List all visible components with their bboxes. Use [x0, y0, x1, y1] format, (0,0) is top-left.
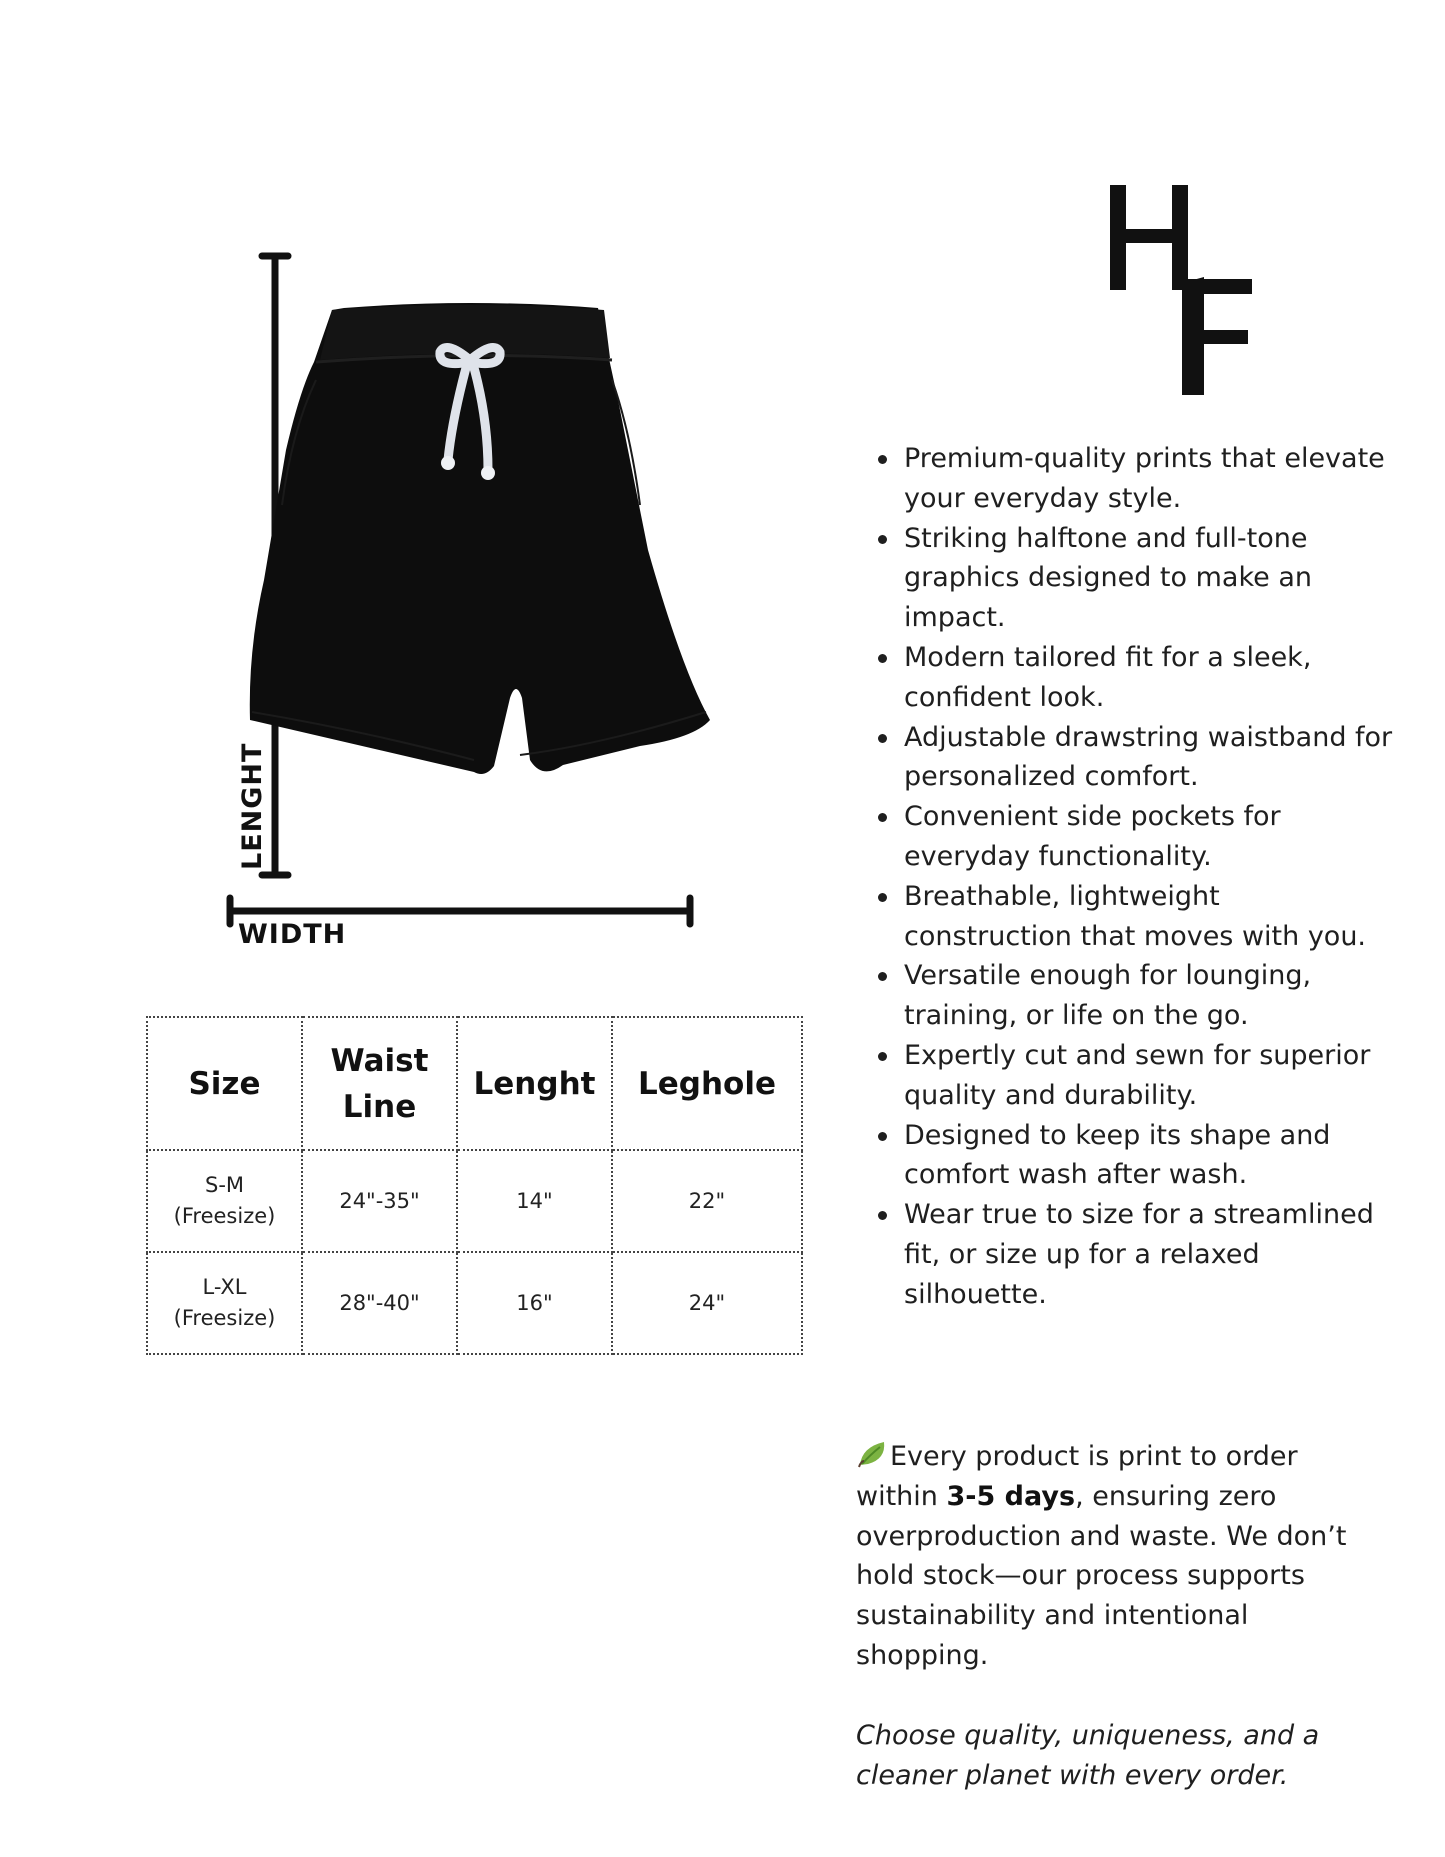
cell-leghole: 22"	[612, 1150, 802, 1252]
note-turnaround: 3-5 days	[946, 1480, 1076, 1512]
note-text-end: , ensuring zero overproduction and waste. We don’t hold stock—our process supports sustainability and intentional shopping.	[856, 1480, 1347, 1671]
cell-waist: 24"-35"	[302, 1150, 457, 1252]
size-chart-table	[146, 1016, 803, 1355]
feature-item	[874, 718, 1394, 798]
bullet-icon	[878, 535, 887, 544]
feature-text: Designed to keep its shape and comfort wash after wash.	[904, 1119, 1331, 1191]
bullet-icon	[878, 893, 887, 902]
length-label: LENGHT	[237, 742, 268, 870]
leaf-icon	[856, 1439, 890, 1469]
feature-text: Versatile enough for lounging, training, or life on the go.	[904, 960, 1312, 1032]
shorts-illustration	[220, 250, 820, 970]
width-label: WIDTH	[238, 919, 347, 950]
feature-item	[874, 1195, 1394, 1314]
cell-waist: 28"-40"	[302, 1252, 457, 1354]
feature-item	[874, 519, 1394, 638]
bullet-icon	[878, 972, 887, 981]
bullet-icon	[878, 1052, 887, 1061]
shorts-diagram	[220, 250, 820, 970]
feature-text: Striking halftone and full-tone graphics designed to make an impact.	[904, 522, 1312, 634]
feature-item	[874, 439, 1394, 519]
header-waist-line-1: Waist	[330, 1042, 429, 1079]
header-waist-line	[302, 1017, 457, 1150]
header-waist-line-2: Line	[342, 1088, 417, 1125]
feature-text: Adjustable drawstring waistband for personalized comfort.	[904, 721, 1393, 793]
table-row	[147, 1150, 802, 1252]
feature-text: Breathable, lightweight construction that moves with you.	[904, 880, 1367, 952]
brand-logo-mark	[1100, 185, 1280, 400]
bullet-icon	[878, 734, 887, 743]
cell-size	[147, 1252, 302, 1354]
feature-list	[874, 439, 1394, 1315]
header-size: Size	[147, 1017, 302, 1150]
cell-size-name: S-M	[204, 1173, 245, 1197]
cell-size-note: (Freesize)	[173, 1306, 276, 1330]
header-length: Lenght	[457, 1017, 612, 1150]
feature-text: Premium-quality prints that elevate your everyday style.	[904, 443, 1385, 514]
bullet-icon	[878, 1132, 887, 1141]
feature-text: Expertly cut and sewn for superior quality and durability.	[904, 1039, 1371, 1111]
bullet-icon	[878, 1211, 887, 1220]
feature-item	[874, 1116, 1394, 1196]
feature-item	[874, 1036, 1394, 1116]
table-row	[147, 1252, 802, 1354]
bullet-icon	[878, 455, 887, 464]
feature-text: Wear true to size for a streamlined fit, or size up for a relaxed silhouette.	[904, 1199, 1374, 1310]
feature-item	[874, 797, 1394, 877]
cell-size	[147, 1150, 302, 1252]
feature-text: Convenient side pockets for everyday functionality.	[904, 801, 1281, 872]
feature-item	[874, 638, 1394, 718]
header-leghole: Leghole	[612, 1017, 802, 1150]
feature-text: Modern tailored fit for a sleek, confident look.	[904, 641, 1312, 713]
bullet-icon	[878, 813, 887, 822]
feature-item	[874, 956, 1394, 1036]
sustainability-note	[856, 1437, 1376, 1676]
cell-length: 16"	[457, 1252, 612, 1354]
table-header-row	[147, 1017, 802, 1150]
cell-size-name: L-XL	[202, 1275, 247, 1299]
cell-size-note: (Freesize)	[173, 1204, 276, 1228]
feature-item	[874, 877, 1394, 957]
brand-logo	[1100, 185, 1280, 400]
note-text-start: Every product is print to order within	[856, 1441, 1298, 1512]
bullet-icon	[878, 654, 887, 663]
cell-leghole: 24"	[612, 1252, 802, 1354]
tagline: Choose quality, uniqueness, and a cleaner planet with every order.	[856, 1720, 1320, 1791]
cell-length: 14"	[457, 1150, 612, 1252]
